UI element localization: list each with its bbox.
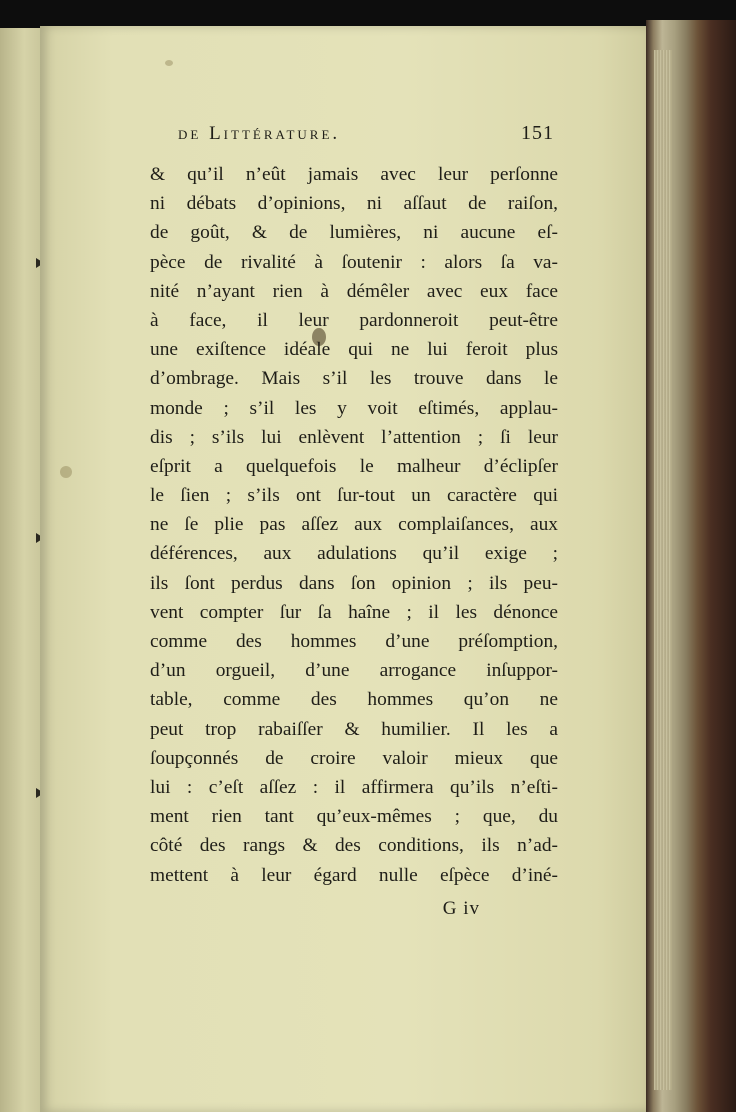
text-line: ne ſe plie pas aſſez aux complaiſances, aux (150, 514, 558, 536)
running-title: de Littérature. (178, 123, 341, 144)
text-line: le ſien ; s’ils ont ſur-tout un caractère qui (150, 485, 558, 507)
text-line: comme des hommes d’une préſomption, (150, 631, 558, 652)
paper-stain (165, 60, 173, 66)
signature-mark: G iv (442, 897, 480, 919)
body-text (150, 160, 558, 890)
text-line: d’ombrage. Mais s’il les trouve dans le (150, 368, 558, 390)
text-line: table, comme des hommes qu’on ne (150, 689, 558, 711)
book-page (40, 26, 646, 1112)
text-line: ment rien tant qu’eux-mêmes ; que, du (150, 806, 558, 828)
text-line: d’un orgueil, d’une arrogance inſuppor- (150, 660, 558, 682)
text-line: de goût, & de lumières, ni aucune eſ- (150, 222, 558, 244)
text-line: ſoupçonnés de croire valoir mieux que (150, 747, 558, 769)
text-line: peut trop rabaiſſer & humilier. Il les a (150, 718, 558, 740)
page-number: 151 (521, 122, 554, 144)
paper-stain (60, 466, 72, 478)
book-fore-edge (646, 20, 736, 1112)
text-line: dis ; s’ils lui enlèvent l’attention ; ſi leur (150, 426, 558, 448)
text-line: déférences, aux adulations qu’il exige ; (150, 543, 558, 565)
running-head (150, 122, 558, 160)
text-line: pèce de rivalité à ſoutenir : alors ſa va- (150, 251, 558, 273)
text-line: à face, il leur pardonneroit peut-être (150, 309, 558, 331)
text-line: ils ſont perdus dans ſon opinion ; ils peu- (150, 572, 558, 594)
text-line: côté des rangs & des conditions, ils n’ad- (150, 835, 558, 857)
text-line: & qu’il n’eût jamais avec leur perſonne (150, 164, 558, 185)
left-page-edge (0, 28, 45, 1112)
text-line: lui : c’eſt aſſez : il affirmera qu’ils n’eſti- (150, 776, 558, 798)
page-stack-edge (654, 50, 672, 1090)
text-line: nité n’ayant rien à démêler avec eux face (150, 280, 558, 302)
text-line: monde ; s’il les y voit eſtimés, applau- (150, 397, 558, 419)
text-line: vent compter ſur ſa haîne ; il les dénonce (150, 601, 558, 623)
text-line: eſprit a quelquefois le malheur d’éclipſer (150, 455, 558, 477)
text-line: mettent à leur égard nulle eſpèce d’iné- (150, 864, 558, 886)
text-line: ni débats d’opinions, ni aſſaut de raiſon, (150, 193, 558, 215)
page-text-block (150, 122, 558, 920)
text-line: une exiſtence idéale qui ne lui feroit plus (150, 339, 558, 361)
